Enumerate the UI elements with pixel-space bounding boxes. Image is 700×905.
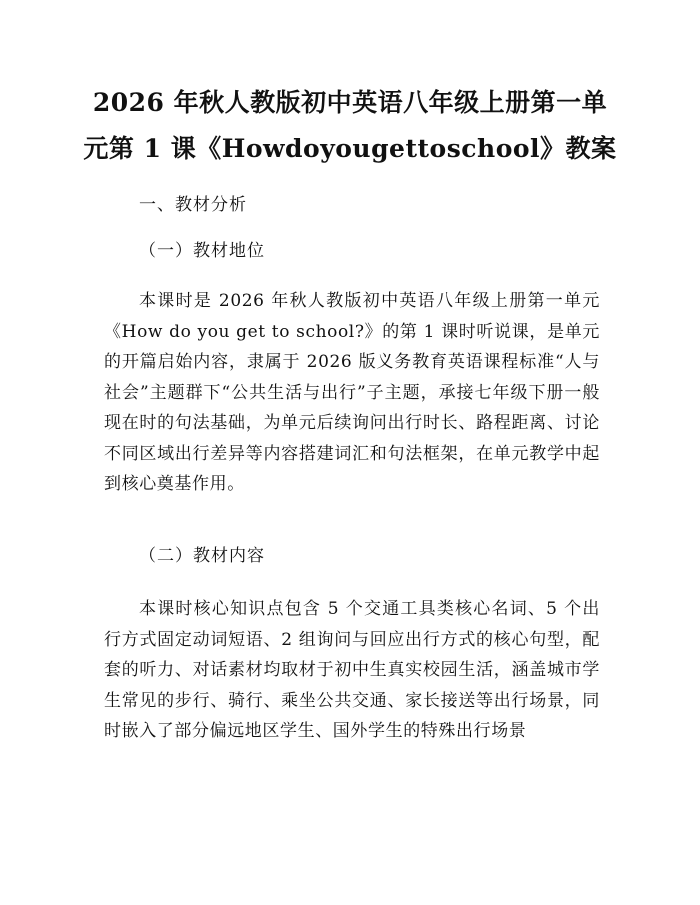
section-heading-textbook-analysis: 一、教材分析 xyxy=(139,195,247,215)
document-title-line-1: 2026 年秋人教版初中英语八年级上册第一单 xyxy=(92,88,608,117)
subsection-heading-textbook-position: （一）教材地位 xyxy=(139,241,265,261)
paragraph-textbook-position: 本课时是 2026 年秋人教版初中英语八年级上册第一单元《How do you get to school?》的第 1 课时听说课，是单元的开篇启始内容，隶属于 2026 版义务教育英语课程标准“人与社会”主题群下“公共生活与出行”子主题，承接七年级下册一般现在时的句法基础，为单元后续询问出行时长、路程距离、讨论不同区域出行差异等内容搭建词汇和句法框架，在单元教学中起到核心奠基作用。 xyxy=(104,291,600,494)
document-title-line-2: 元第 1 课《Howdoyougettoschool》教案 xyxy=(83,134,617,163)
subsection-heading-textbook-content: （二）教材内容 xyxy=(139,546,265,566)
paragraph-textbook-content: 本课时核心知识点包含 5 个交通工具类核心名词、5 个出行方式固定动词短语、2 组询问与回应出行方式的核心句型，配套的听力、对话素材均取材于初中生真实校园生活，涵盖城市学生常见的步行、骑行、乘坐公共交通、家长接送等出行场景，同时嵌入了部分偏远地区学生、国外学生的特殊出行场景 xyxy=(104,599,600,741)
